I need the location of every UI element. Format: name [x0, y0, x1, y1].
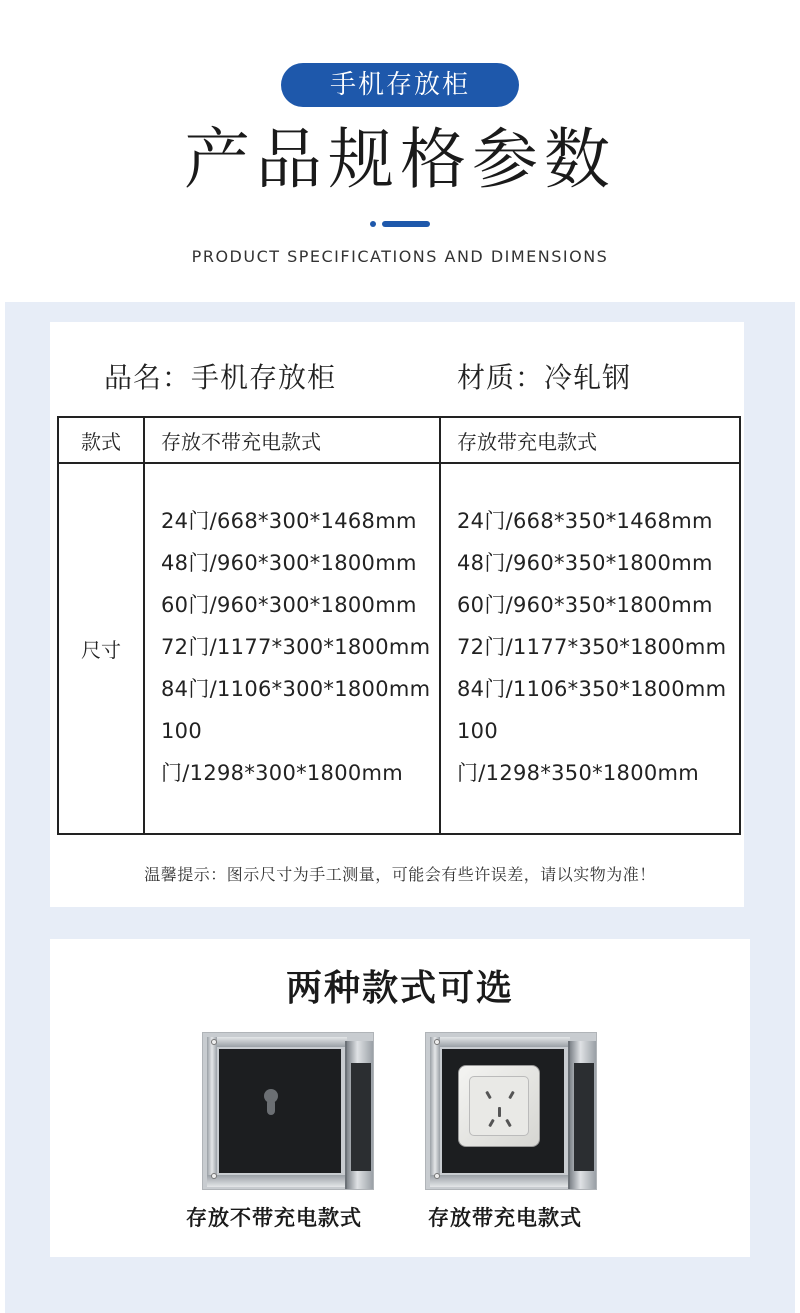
- compartment-interior: [219, 1049, 341, 1173]
- style-label-no-charging: 存放不带充电款式: [186, 1206, 362, 1230]
- divider-dot: [370, 221, 376, 227]
- size-item: 48门/960*350*1800mm: [457, 550, 713, 575]
- size-item: 48门/960*300*1800mm: [161, 550, 417, 575]
- row-label-size: 尺寸: [58, 463, 144, 834]
- page-subtitle: PRODUCT SPECIFICATIONS AND DIMENSIONS: [191, 247, 609, 266]
- size-item: 84门/1106*350*1800mm: [457, 676, 727, 701]
- table-row-size: [58, 463, 740, 834]
- screw-icon: [434, 1039, 440, 1045]
- page-title: 产品规格参数: [184, 121, 616, 198]
- product-material: 材质：冷轧钢: [457, 361, 632, 394]
- size-item: 72门/1177*300*1800mm: [161, 634, 431, 659]
- size-item: 60门/960*300*1800mm: [161, 592, 417, 617]
- style-label-charging: 存放带充电款式: [428, 1206, 582, 1230]
- locker-power-socket-icon: [425, 1032, 597, 1190]
- screw-icon: [211, 1173, 217, 1179]
- size-item: 72门/1177*350*1800mm: [457, 634, 727, 659]
- keyhole-icon: [263, 1089, 279, 1115]
- power-socket-icon: [458, 1065, 540, 1147]
- sizes-no-charging: [144, 463, 440, 834]
- header-style: 款式: [58, 417, 144, 463]
- header-no-charging: 存放不带充电款式: [144, 417, 440, 463]
- locker-keyhole-icon: [202, 1032, 374, 1190]
- size-item: 24门/668*300*1468mm: [161, 508, 417, 533]
- header-charging: 存放带充电款式: [440, 417, 740, 463]
- measurement-tip: 温馨提示：图示尺寸为手工测量，可能会有些许误差，请以实物为准！: [144, 865, 656, 884]
- sizes-charging: [440, 463, 740, 834]
- size-item: 100门/1298*300*1800mm: [161, 718, 404, 785]
- size-item: 60门/960*350*1800mm: [457, 592, 713, 617]
- product-name: 品名：手机存放柜: [104, 361, 337, 394]
- divider-dash: [382, 221, 430, 227]
- table-header-row: [58, 417, 740, 463]
- product-badge: 手机存放柜: [281, 63, 519, 107]
- size-item: 100门/1298*350*1800mm: [457, 718, 700, 785]
- size-item: 24门/668*350*1468mm: [457, 508, 713, 533]
- size-item: 84门/1106*300*1800mm: [161, 676, 431, 701]
- screw-icon: [434, 1173, 440, 1179]
- spec-table: [57, 416, 741, 835]
- page-header: [0, 0, 800, 300]
- title-divider: [370, 221, 432, 227]
- styles-title: 两种款式可选: [285, 968, 514, 1009]
- screw-icon: [211, 1039, 217, 1045]
